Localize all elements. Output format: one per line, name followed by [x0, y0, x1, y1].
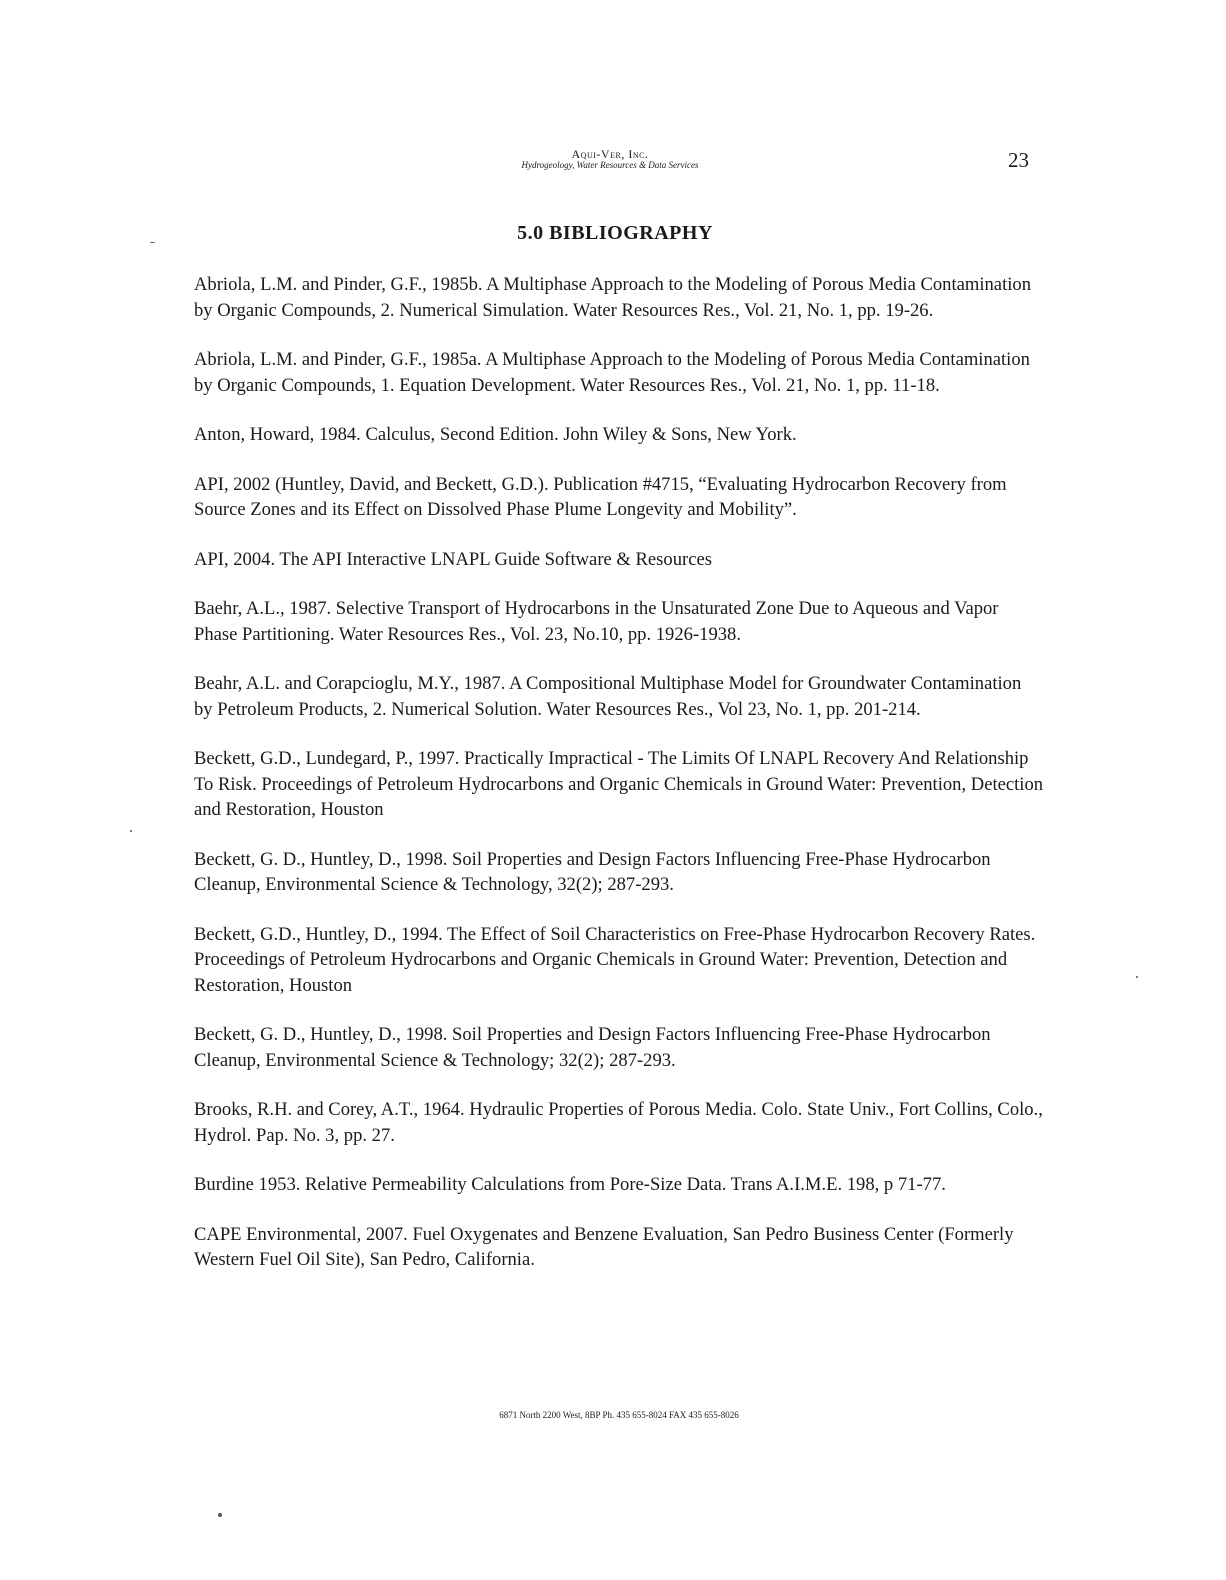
reference-entry: Beckett, G.D., Lundegard, P., 1997. Practically Impractical - The Limits Of LNAPL Recovery And Relationship To Risk. Proceedings of Petroleum Hydrocarbons and Organic Chemicals in Ground Water: Prevention, Detection and Restoration, Houston: [194, 748, 1044, 820]
reference-entry: Beckett, G.D., Huntley, D., 1994. The Effect of Soil Characteristics on Free-Phase Hydrocarbon Recovery Rates. Proceedings of Petroleum Hydrocarbons and Organic Chemicals in Ground Water: Prevention, Detection and Restoration, Houston: [194, 923, 1036, 996]
scan-speck: [150, 242, 155, 243]
reference-entry: CAPE Environmental, 2007. Fuel Oxygenates and Benzene Evaluation, San Pedro Business Center (Formerly Western Fuel Oil Site), San Pedro, California.: [194, 1223, 1014, 1270]
scan-speck: [1136, 976, 1138, 978]
company-tagline: Hydrogeology, Water Resources & Data Services: [521, 160, 699, 171]
section-title: 5.0 BIBLIOGRAPHY: [517, 222, 713, 244]
reference-entry: Baehr, A.L., 1987. Selective Transport of Hydrocarbons in the Unsaturated Zone Due to Aqueous and Vapor Phase Partitioning. Water Resources Res., Vol. 23, No.10, pp. 1926-1938.: [194, 598, 999, 645]
scan-speck: [218, 1513, 222, 1517]
reference-entry: Abriola, L.M. and Pinder, G.F., 1985b. A Multiphase Approach to the Modeling of Porous Media Contamination by Organic Compounds, 2. Numerical Simulation. Water Resources Res., Vol. 21, No. 1, pp. 19-26.: [194, 274, 1031, 321]
reference-entry: Beahr, A.L. and Corapcioglu, M.Y., 1987. A Compositional Multiphase Model for Groundwater Contamination by Petroleum Products, 2. Numerical Solution. Water Resources Res., Vol 23, No. 1, pp. 201-214.: [194, 673, 1022, 720]
page-number: 23: [1008, 148, 1029, 172]
scan-speck: [130, 830, 132, 832]
letterhead: [460, 148, 760, 171]
reference-entry: Burdine 1953. Relative Permeability Calculations from Pore-Size Data. Trans A.I.M.E. 198, p 71-77.: [194, 1174, 946, 1195]
reference-entry: API, 2004. The API Interactive LNAPL Guide Software & Resources: [194, 548, 712, 570]
reference-entry: API, 2002 (Huntley, David, and Beckett, G.D.). Publication #4715, “Evaluating Hydrocarbon Recovery from Source Zones and its Effect on Dissolved Phase Plume Longevity and Mobility”.: [194, 473, 1007, 520]
reference-entry: Brooks, R.H. and Corey, A.T., 1964. Hydraulic Properties of Porous Media. Colo. State Univ., Fort Collins, Colo., Hydrol. Pap. No. 3, pp. 27.: [194, 1099, 1043, 1146]
company-name: Aqui-Ver, Inc.: [571, 147, 649, 161]
bibliography-list: [194, 272, 1044, 1297]
reference-entry: Anton, Howard, 1984. Calculus, Second Edition. John Wiley & Sons, New York.: [194, 424, 797, 445]
page-footer: 6871 North 2200 West, 8BP Ph. 435 655-8024 FAX 435 655-8026: [499, 1410, 739, 1420]
reference-entry: Abriola, L.M. and Pinder, G.F., 1985a. A Multiphase Approach to the Modeling of Porous Media Contamination by Organic Compounds, 1. Equation Development. Water Resources Res., Vol. 21, No. 1, pp. 11-18.: [194, 349, 1030, 396]
reference-entry: Beckett, G. D., Huntley, D., 1998. Soil Properties and Design Factors Influencing Free-Phase Hydrocarbon Cleanup, Environmental Science & Technology; 32(2); 287-293.: [194, 1024, 991, 1071]
reference-entry: Beckett, G. D., Huntley, D., 1998. Soil Properties and Design Factors Influencing Free-Phase Hydrocarbon Cleanup, Environmental Science & Technology, 32(2); 287-293.: [194, 848, 991, 895]
